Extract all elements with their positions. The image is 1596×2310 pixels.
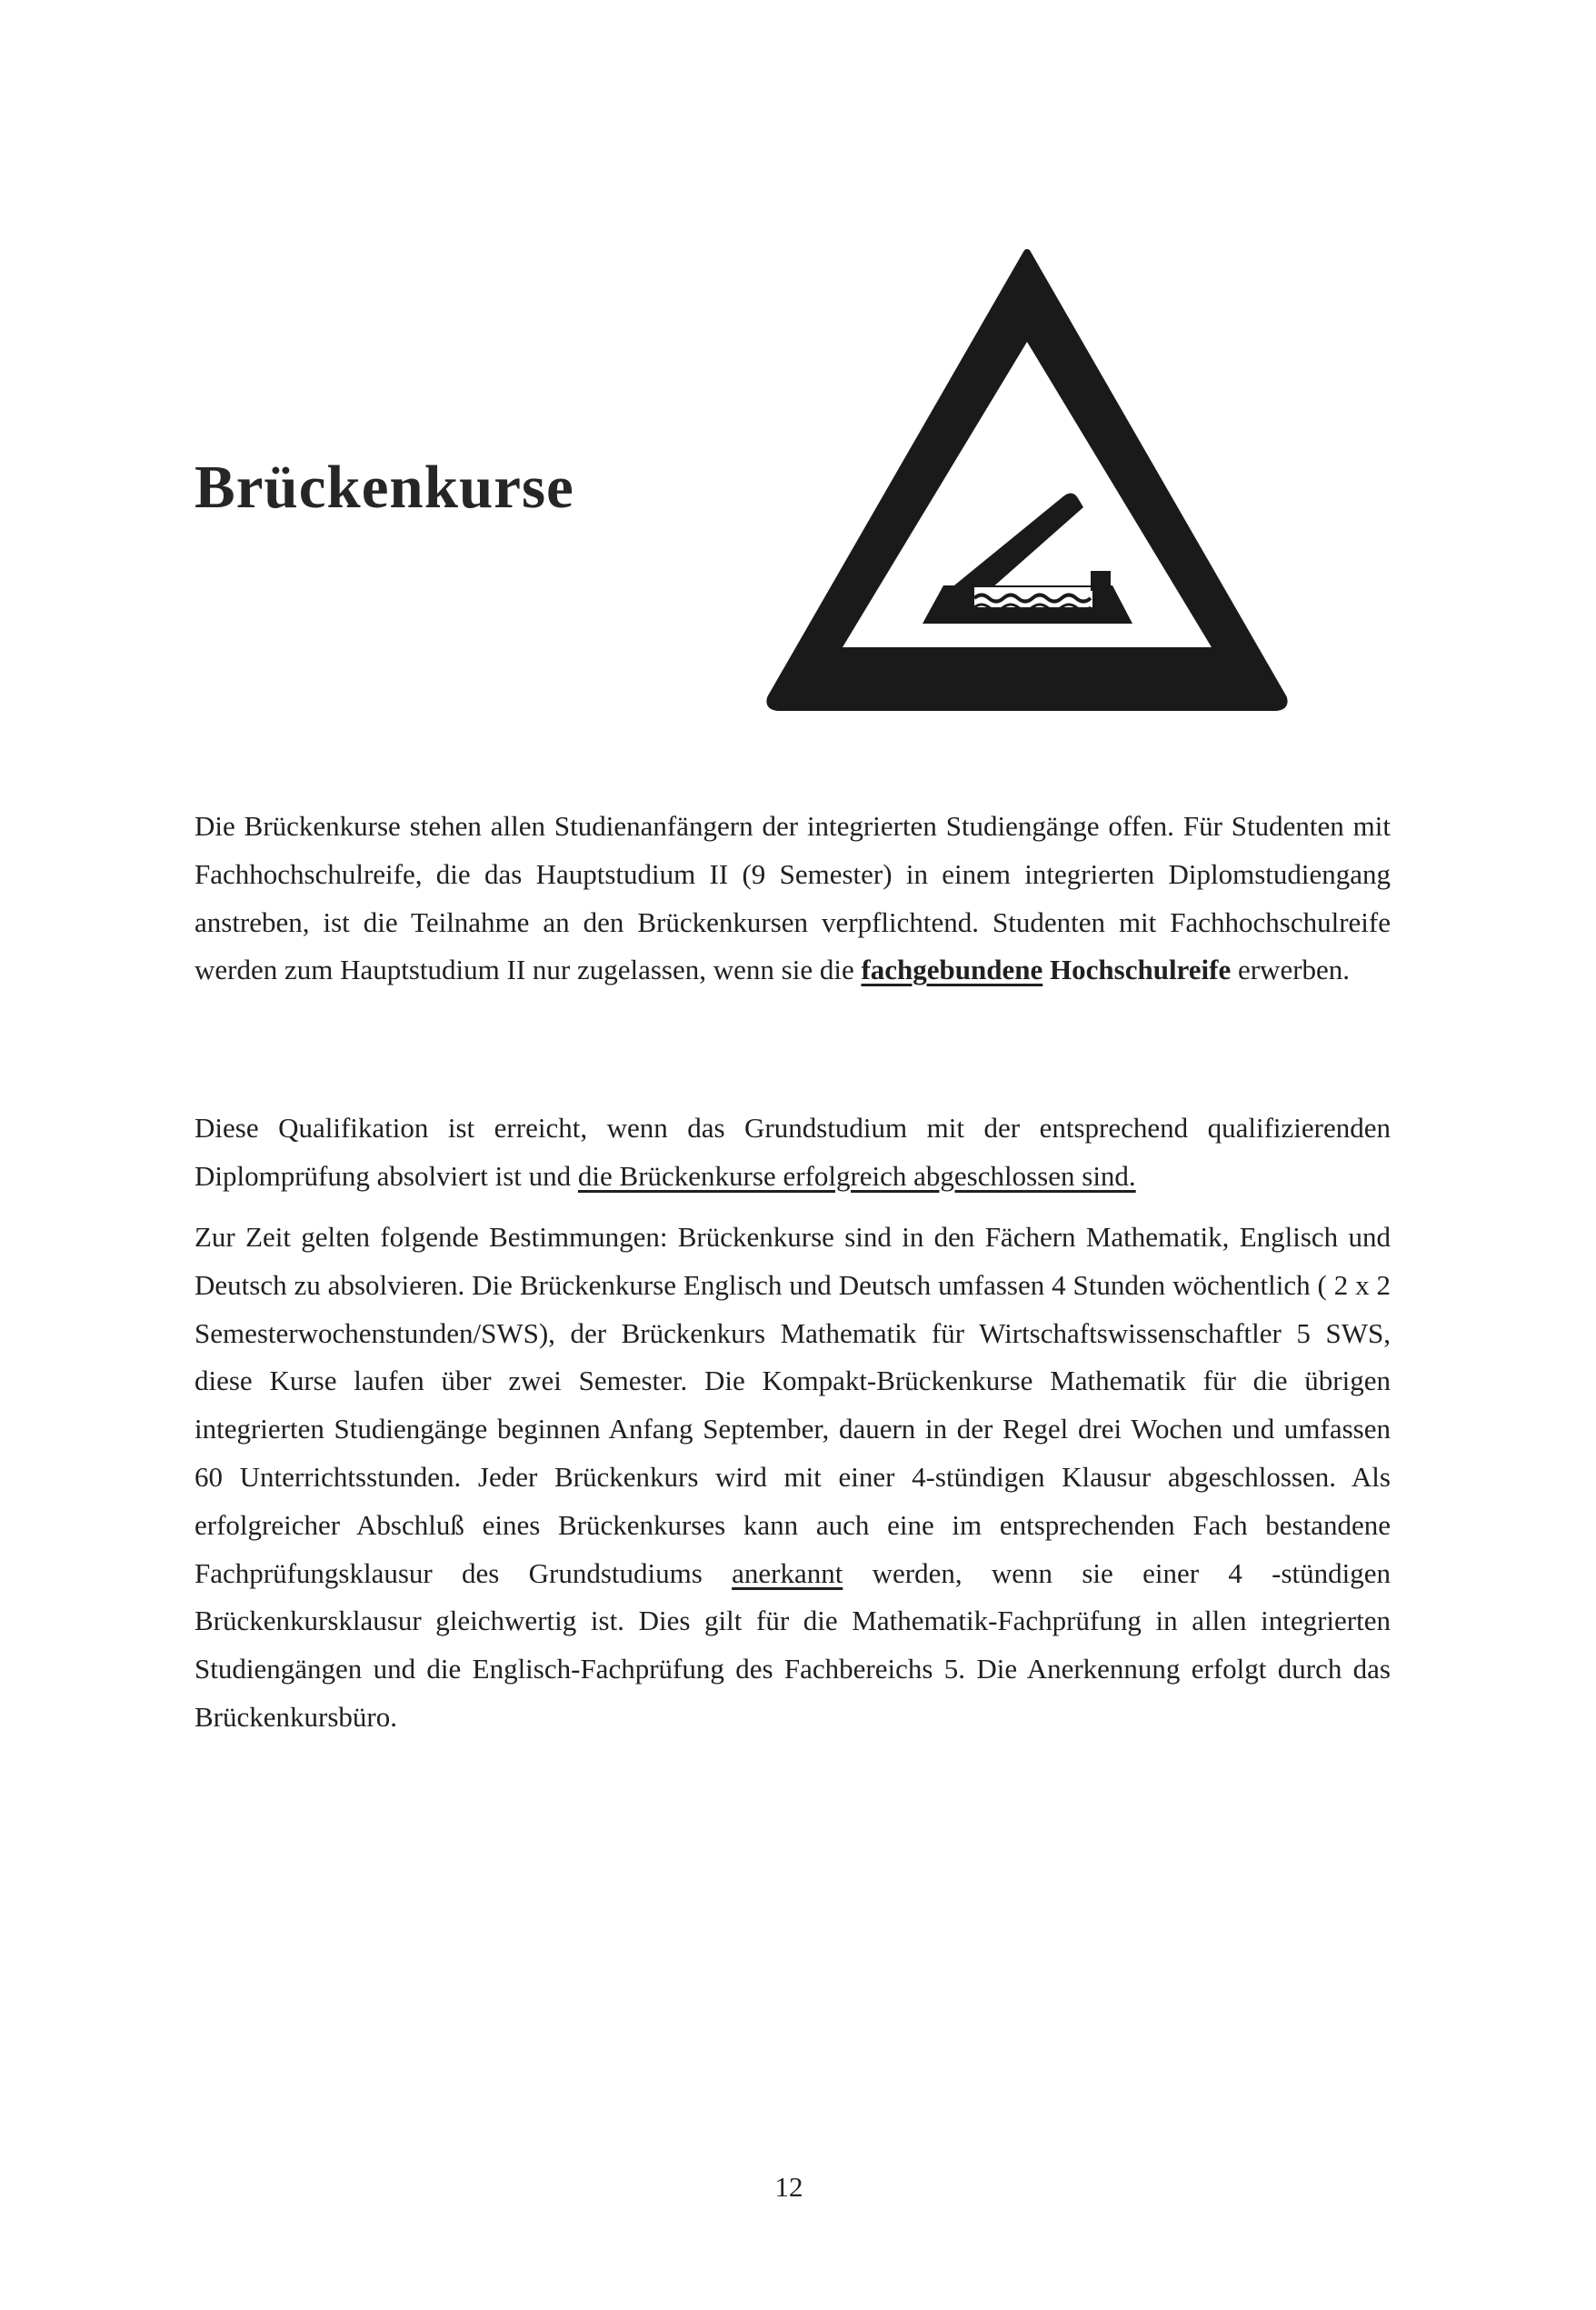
drawbridge-warning-sign-icon xyxy=(763,244,1291,716)
underlined-phrase: die Brückenkurse erfolgreich abgeschlossen sind. xyxy=(577,1159,1136,1192)
underlined-term-anerkannt: anerkannt xyxy=(732,1556,843,1589)
text-span: werden, wenn sie einer 4 -stündigen Brückenkursklausur gleichwertig ist. Dies gilt für die Mathematik-Fachprüfung in allen integrierten Studiengängen und die Englisch-Fachprüfung des Fachbereichs 5. Die Anerkennung erfolgt durch das Brückenkursbüro. xyxy=(195,1556,1392,1733)
page-number: 12 xyxy=(774,2171,803,2203)
text-span: Zur Zeit gelten folgende Bestimmungen: Brückenkurse sind in den Fächern Mathematik, Englisch und Deutsch zu absolvieren. Die Brückenkurse Englisch und Deutsch umfassen 4 Stunden wöchentlich ( 2 x 2 Semesterwochenstunden/SWS), der Brückenkurs Mathematik für Wirtschaftswissenschaftler 5 SWS, diese Kurse laufen über zwei Semester. Die Kompakt-Brückenkurse Mathematik für die übrigen integrierten Studiengänge beginnen Anfang September, dauern in der Regel drei Wochen und umfassen 60 Unterrichtsstunden. Jeder Brückenkurs wird mit einer 4-stündigen Klausur abgeschlossen. Als erfolgreicher Abschluß eines Brückenkurses kann auch eine im entsprechenden Fach bestandene Fachprüfungsklausur des Grundstudiums xyxy=(195,1221,1391,1589)
underlined-term-fachgebundene: fachgebundene xyxy=(861,954,1043,986)
space xyxy=(1042,954,1050,985)
regulations-paragraph xyxy=(195,1214,1391,1742)
page-title: Brückenkurse xyxy=(195,454,574,521)
text-span: Die Brückenkurse stehen allen Studienanfängern der integrierten Studiengänge offen. Für Studenten mit Fachhochschulreife, die das Hauptstudium II (9 Semester) in einem integrierten Diplomstudiengang anstreben, ist die Teilnahme an den Brückenkursen verpflichtend. Studenten mit Fachhochschulreife werden zum Hauptstudium II nur zugelassen, wenn sie die xyxy=(195,810,1391,986)
qualification-paragraph xyxy=(195,1105,1391,1201)
intro-paragraph xyxy=(195,803,1391,995)
text-span: Diese Qualifikation ist erreicht, wenn das Grundstudium mit der entsprechend qualifizierenden Diplomprüfung absolviert ist und xyxy=(195,1112,1391,1192)
bold-term-hochschulreife: Hochschulreife xyxy=(1050,954,1232,986)
text-span: erwerben. xyxy=(1231,954,1351,986)
